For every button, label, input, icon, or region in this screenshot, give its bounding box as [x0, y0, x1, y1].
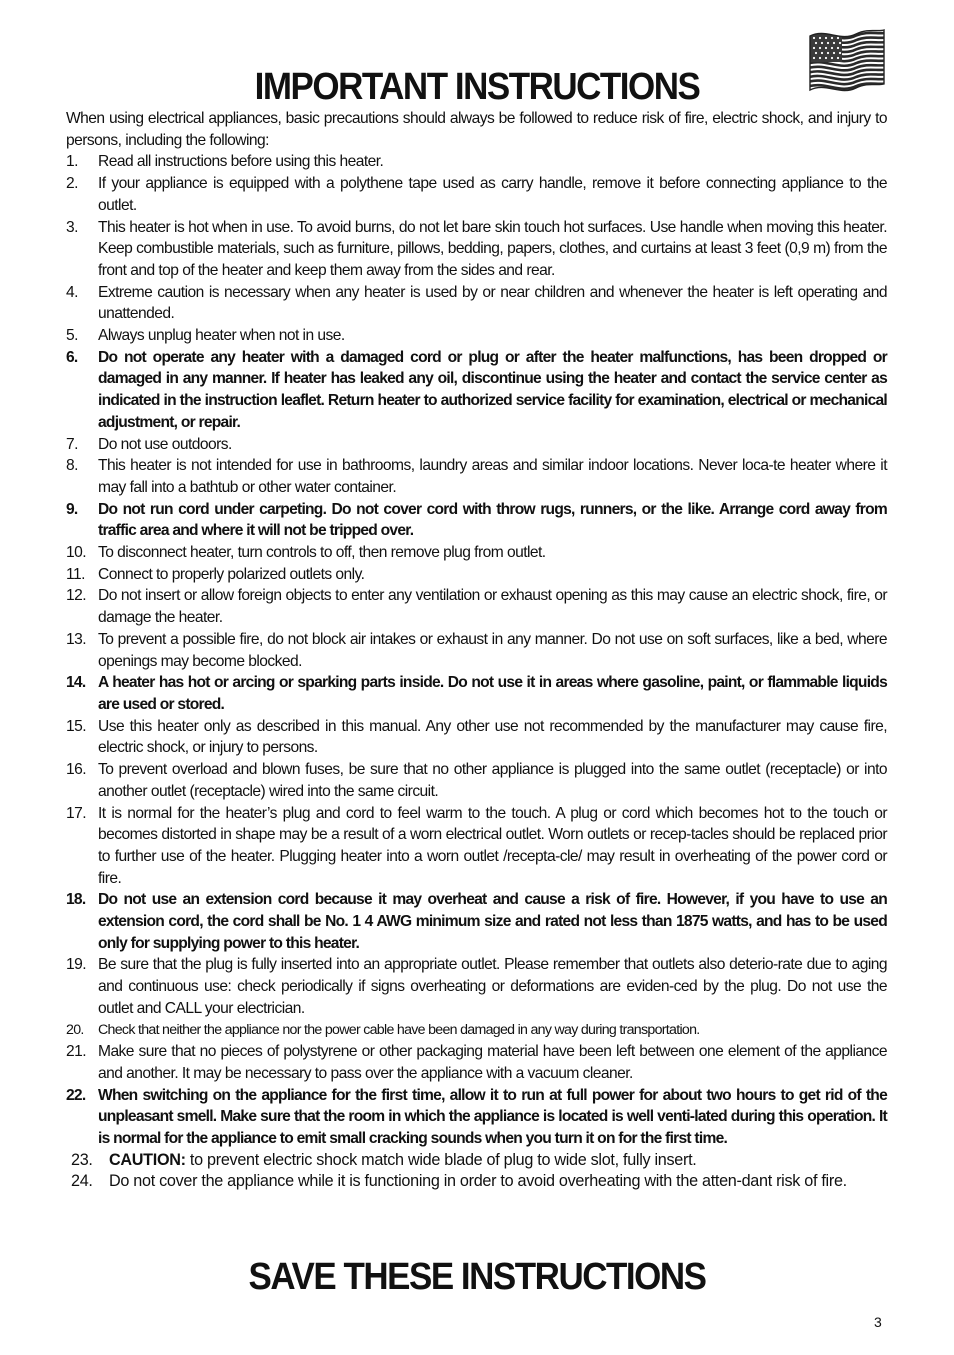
list-item [66, 716, 887, 759]
list-item-number: 15. [66, 717, 87, 735]
flag-star [825, 37, 827, 39]
list-item-number: 22. [66, 1086, 86, 1104]
page-title: IMPORTANT INSTRUCTIONS [254, 66, 700, 108]
list-item [66, 1020, 887, 1042]
flag-star [813, 37, 815, 39]
list-item [66, 542, 887, 564]
list-item [66, 1041, 887, 1084]
list-item-number: 19. [66, 956, 87, 974]
list-item-text: This heater is hot when in use. To avoid burns, do not let bare skin touch hot surfaces. Use handle when moving this heater. Keep combustible materials, such as furniture, pillows, bedding, papers, clothes, and curtains at least 3 feet (0,9 m) from the front and top of the heater and keep them away from the sides and rear. [98, 218, 887, 279]
intro-paragraph: When using electrical appliances, basic precautions should always be followed to reduce risk of fire, electric shock, and injury to persons, including the following: [66, 110, 887, 149]
list-item-number: 1. [66, 153, 78, 171]
list-item-text: to prevent electric shock match wide blade of plug to wide slot, fully insert. [185, 1150, 697, 1169]
instruction-list [66, 151, 887, 1193]
flag-star [825, 47, 827, 49]
list-item-text: Do not operate any heater with a damaged cord or plug or after the heater malfunctions, has been dropped or damaged in any manner. If heater has leaked any oil, discontinue using the heater and contact the service center as indicated in the instruction leaflet. Return heater to authorized service facility for examination, electrical or mechanical adjustment, or repair. [98, 348, 887, 431]
list-item [66, 1085, 887, 1150]
flag-star [819, 57, 821, 59]
flag-star [815, 52, 817, 54]
list-item-number: 14. [66, 674, 86, 692]
page-number: 3 [874, 1314, 882, 1330]
list-item-text: A heater has hot or arcing or sparking parts inside. Do not use it in areas where gasoline, paint, or flammable liquids are used or stored. [98, 674, 887, 713]
flag-star [813, 57, 815, 59]
flag-star [819, 37, 821, 39]
list-item-number: 2. [66, 175, 78, 193]
list-item-number: 7. [66, 435, 78, 453]
flag-star [813, 47, 815, 49]
list-item [66, 889, 887, 954]
list-item-text: Always unplug heater when not in use. [98, 327, 345, 345]
list-item-number: 13. [66, 630, 87, 648]
list-item [66, 282, 887, 325]
list-item-text: Extreme caution is necessary when any heater is used by or near children and whenever the heater is left operating and unattended. [98, 283, 887, 323]
list-item [66, 347, 887, 434]
flag-star [831, 47, 833, 49]
list-item-number: 4. [66, 283, 78, 301]
list-item-text: This heater is not intended for use in bathrooms, laundry areas and similar indoor locations. Never loca-te heater where it may fall into a bathtub or other water container. [98, 457, 887, 496]
footer-title: SAVE THESE INSTRUCTIONS [248, 1256, 706, 1298]
list-item-text: If your appliance is equipped with a polythene tape used as carry handle, remove it before connecting appliance to the outlet. [98, 175, 887, 214]
list-item-number: 20. [66, 1021, 84, 1038]
flag-star [827, 52, 829, 54]
list-item-number: 9. [66, 500, 78, 518]
list-item-number: 16. [66, 761, 87, 779]
list-item [66, 585, 887, 628]
list-item-text: When switching on the appliance for the first time, allow it to run at full power for about two hours to get rid of the unpleasant smell. Make sure that the room in which the appliance is located is well venti-lated during this operation. It is normal for the appliance to emit small cracking sounds when you turn it on for the first time. [98, 1086, 887, 1148]
list-item [66, 325, 887, 347]
list-item [66, 434, 887, 456]
list-item-number: 12. [66, 587, 87, 605]
flag-star [819, 47, 821, 49]
flag-star [833, 52, 835, 54]
list-item-text: To disconnect heater, turn controls to off, then remove plug from outlet. [98, 544, 546, 562]
list-item-number: 5. [66, 327, 78, 345]
list-item [66, 455, 887, 498]
caution-label: CAUTION: [109, 1150, 186, 1169]
list-item [66, 564, 887, 586]
flag-star [831, 57, 833, 59]
list-item [66, 759, 887, 802]
list-item-number: 21. [66, 1043, 87, 1061]
list-item-text: Do not cover the appliance while it is functioning in order to avoid overheating with the atten-dant risk of fire. [109, 1172, 847, 1191]
list-item [66, 629, 887, 672]
list-item-text: Check that neither the appliance nor the power cable have been damaged in any way during transportation. [98, 1021, 700, 1038]
list-item [66, 1171, 887, 1193]
flag-star [837, 57, 839, 59]
list-item-text: Do not insert or allow foreign objects to enter any ventilation or exhaust opening as this may cause an electric shock, fire, or damage the heater. [98, 587, 887, 627]
list-item-number: 10. [66, 544, 87, 562]
list-item [66, 173, 887, 216]
list-item [66, 803, 887, 890]
list-item-number: 11. [66, 565, 85, 583]
list-item-number: 24. [71, 1172, 93, 1191]
list-item-text: Read all instructions before using this heater. [98, 153, 384, 171]
list-item-text: Do not run cord under carpeting. Do not cover cord with throw rugs, runners, or the like. Arrange cord away from traffic area and where it will not be tripped over. [98, 500, 887, 540]
list-item-text: Do not use outdoors. [98, 435, 232, 453]
flag-star [827, 42, 829, 44]
instructions-body [66, 108, 887, 1193]
list-item [66, 499, 887, 542]
list-item [66, 151, 887, 173]
list-item-text: To prevent a possible fire, do not block air intakes or exhaust in any manner. Do not use on soft surfaces, like a bed, where openings may become blocked. [98, 630, 887, 670]
list-item-number: 3. [66, 218, 78, 236]
list-item-number: 23. [71, 1150, 93, 1169]
flag-star [837, 47, 839, 49]
list-item [66, 1150, 887, 1172]
flag-star [821, 42, 823, 44]
flag-star [839, 52, 841, 54]
list-item-number: 18. [66, 891, 86, 909]
list-item-text: It is normal for the heater’s plug and cord to feel warm to the touch. A plug or cord which becomes hot to the touch or becomes distorted in shape may be a result of a worn electrical outlet. Worn outlets or recep-tacles should be replaced prior to further use of the heater. Plugging heater into a worn outlet /recepta-cle/ may result in overheating of the power cord or fire. [98, 804, 887, 887]
list-item [66, 217, 887, 282]
list-item-text: Connect to properly polarized outlets only. [98, 565, 365, 583]
list-item-number: 6. [66, 348, 78, 366]
flag-star [821, 52, 823, 54]
flag-star [837, 37, 839, 39]
list-item-text: Make sure that no pieces of polystyrene or other packaging material have been left between one element of the appliance and another. It may be necessary to pass over the appliance with a vacuum cleaner. [98, 1043, 887, 1082]
list-item-text: Use this heater only as described in this manual. Any other use not recommended by the manufacturer may cause fire, electric shock, or injury to persons. [98, 717, 887, 757]
flag-star [815, 42, 817, 44]
list-item-text: Be sure that the plug is fully inserted into an appropriate outlet. Please remember that outlets also deterio-rate due to aging and continuous use: check periodically if signs overheating or deformations are eviden-ced by the plug. Do not use the outlet and CALL your electrician. [98, 956, 887, 1017]
flag-star [831, 37, 833, 39]
flag-star [825, 57, 827, 59]
list-item [66, 672, 887, 715]
list-item-text: Do not use an extension cord because it may overheat and cause a risk of fire. However, if you have to use an extension cord, the cord shall be No. 1 4 AWG minimum size and rated not less than 1875 watts, and has to be used only for supplying power to this heater. [98, 891, 887, 952]
flag-star [839, 42, 841, 44]
list-item-number: 17. [66, 804, 87, 822]
list-item [66, 954, 887, 1019]
list-item-text: To prevent overload and blown fuses, be sure that no other appliance is plugged into the same outlet (receptacle) or into another outlet (receptacle) wired into the same circuit. [98, 761, 887, 800]
list-item-number: 8. [66, 457, 78, 475]
flag-star [833, 42, 835, 44]
